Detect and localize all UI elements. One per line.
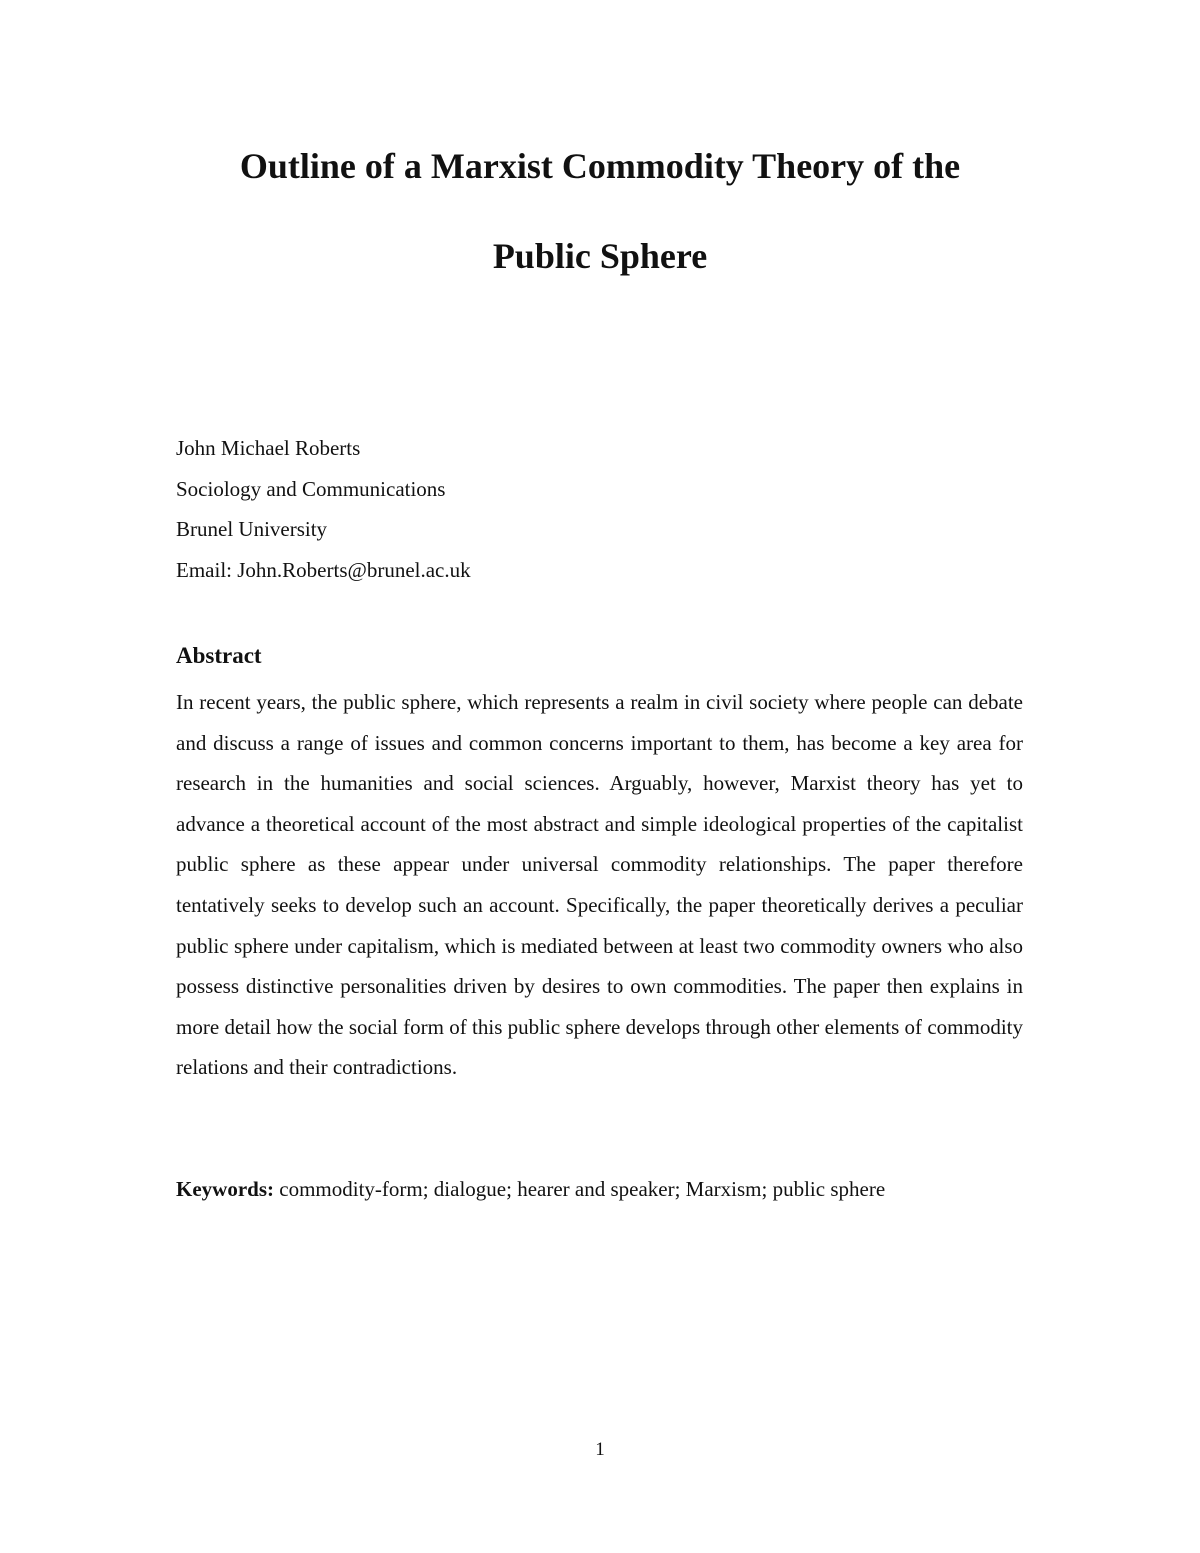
paper-title-line-1: Outline of a Marxist Commodity Theory of the — [239, 146, 961, 186]
author-department: Sociology and Communications — [176, 476, 446, 501]
abstract-heading: Abstract — [176, 643, 262, 668]
author-name: John Michael Roberts — [176, 436, 361, 460]
abstract-text: In recent years, the public sphere, which represents a realm in civil society where people can debate and discuss a range of issues and common concerns important to them, has become a key area for research in the humanities and social sciences. Arguably, however, Marxist theory has yet to advance a theoretical account of the most abstract and simple ideological properties of the capitalist public sphere as these appear under universal commodity relationships. The paper therefore tentatively seeks to develop such an account. Specifically, the paper theoretically derives a peculiar public sphere under capitalism, which is mediated between at least two commodity owners who also possess distinctive personalities driven by desires to own commodities. The paper then explains in more detail how the social form of this public sphere develops through other elements of commodity relations and their contradictions. — [176, 690, 1023, 1080]
paper-title-line-2: Public Sphere — [492, 236, 708, 276]
author-email: Email: John.Roberts@brunel.ac.uk — [176, 557, 471, 582]
keywords-text: commodity-form; dialogue; hearer and speaker; Marxism; public sphere — [274, 1177, 886, 1201]
keywords-label: Keywords: — [176, 1177, 274, 1201]
page-number: 1 — [595, 1439, 605, 1460]
author-institution: Brunel University — [176, 517, 328, 541]
author-block — [176, 428, 471, 590]
keywords-line — [176, 1171, 885, 1207]
